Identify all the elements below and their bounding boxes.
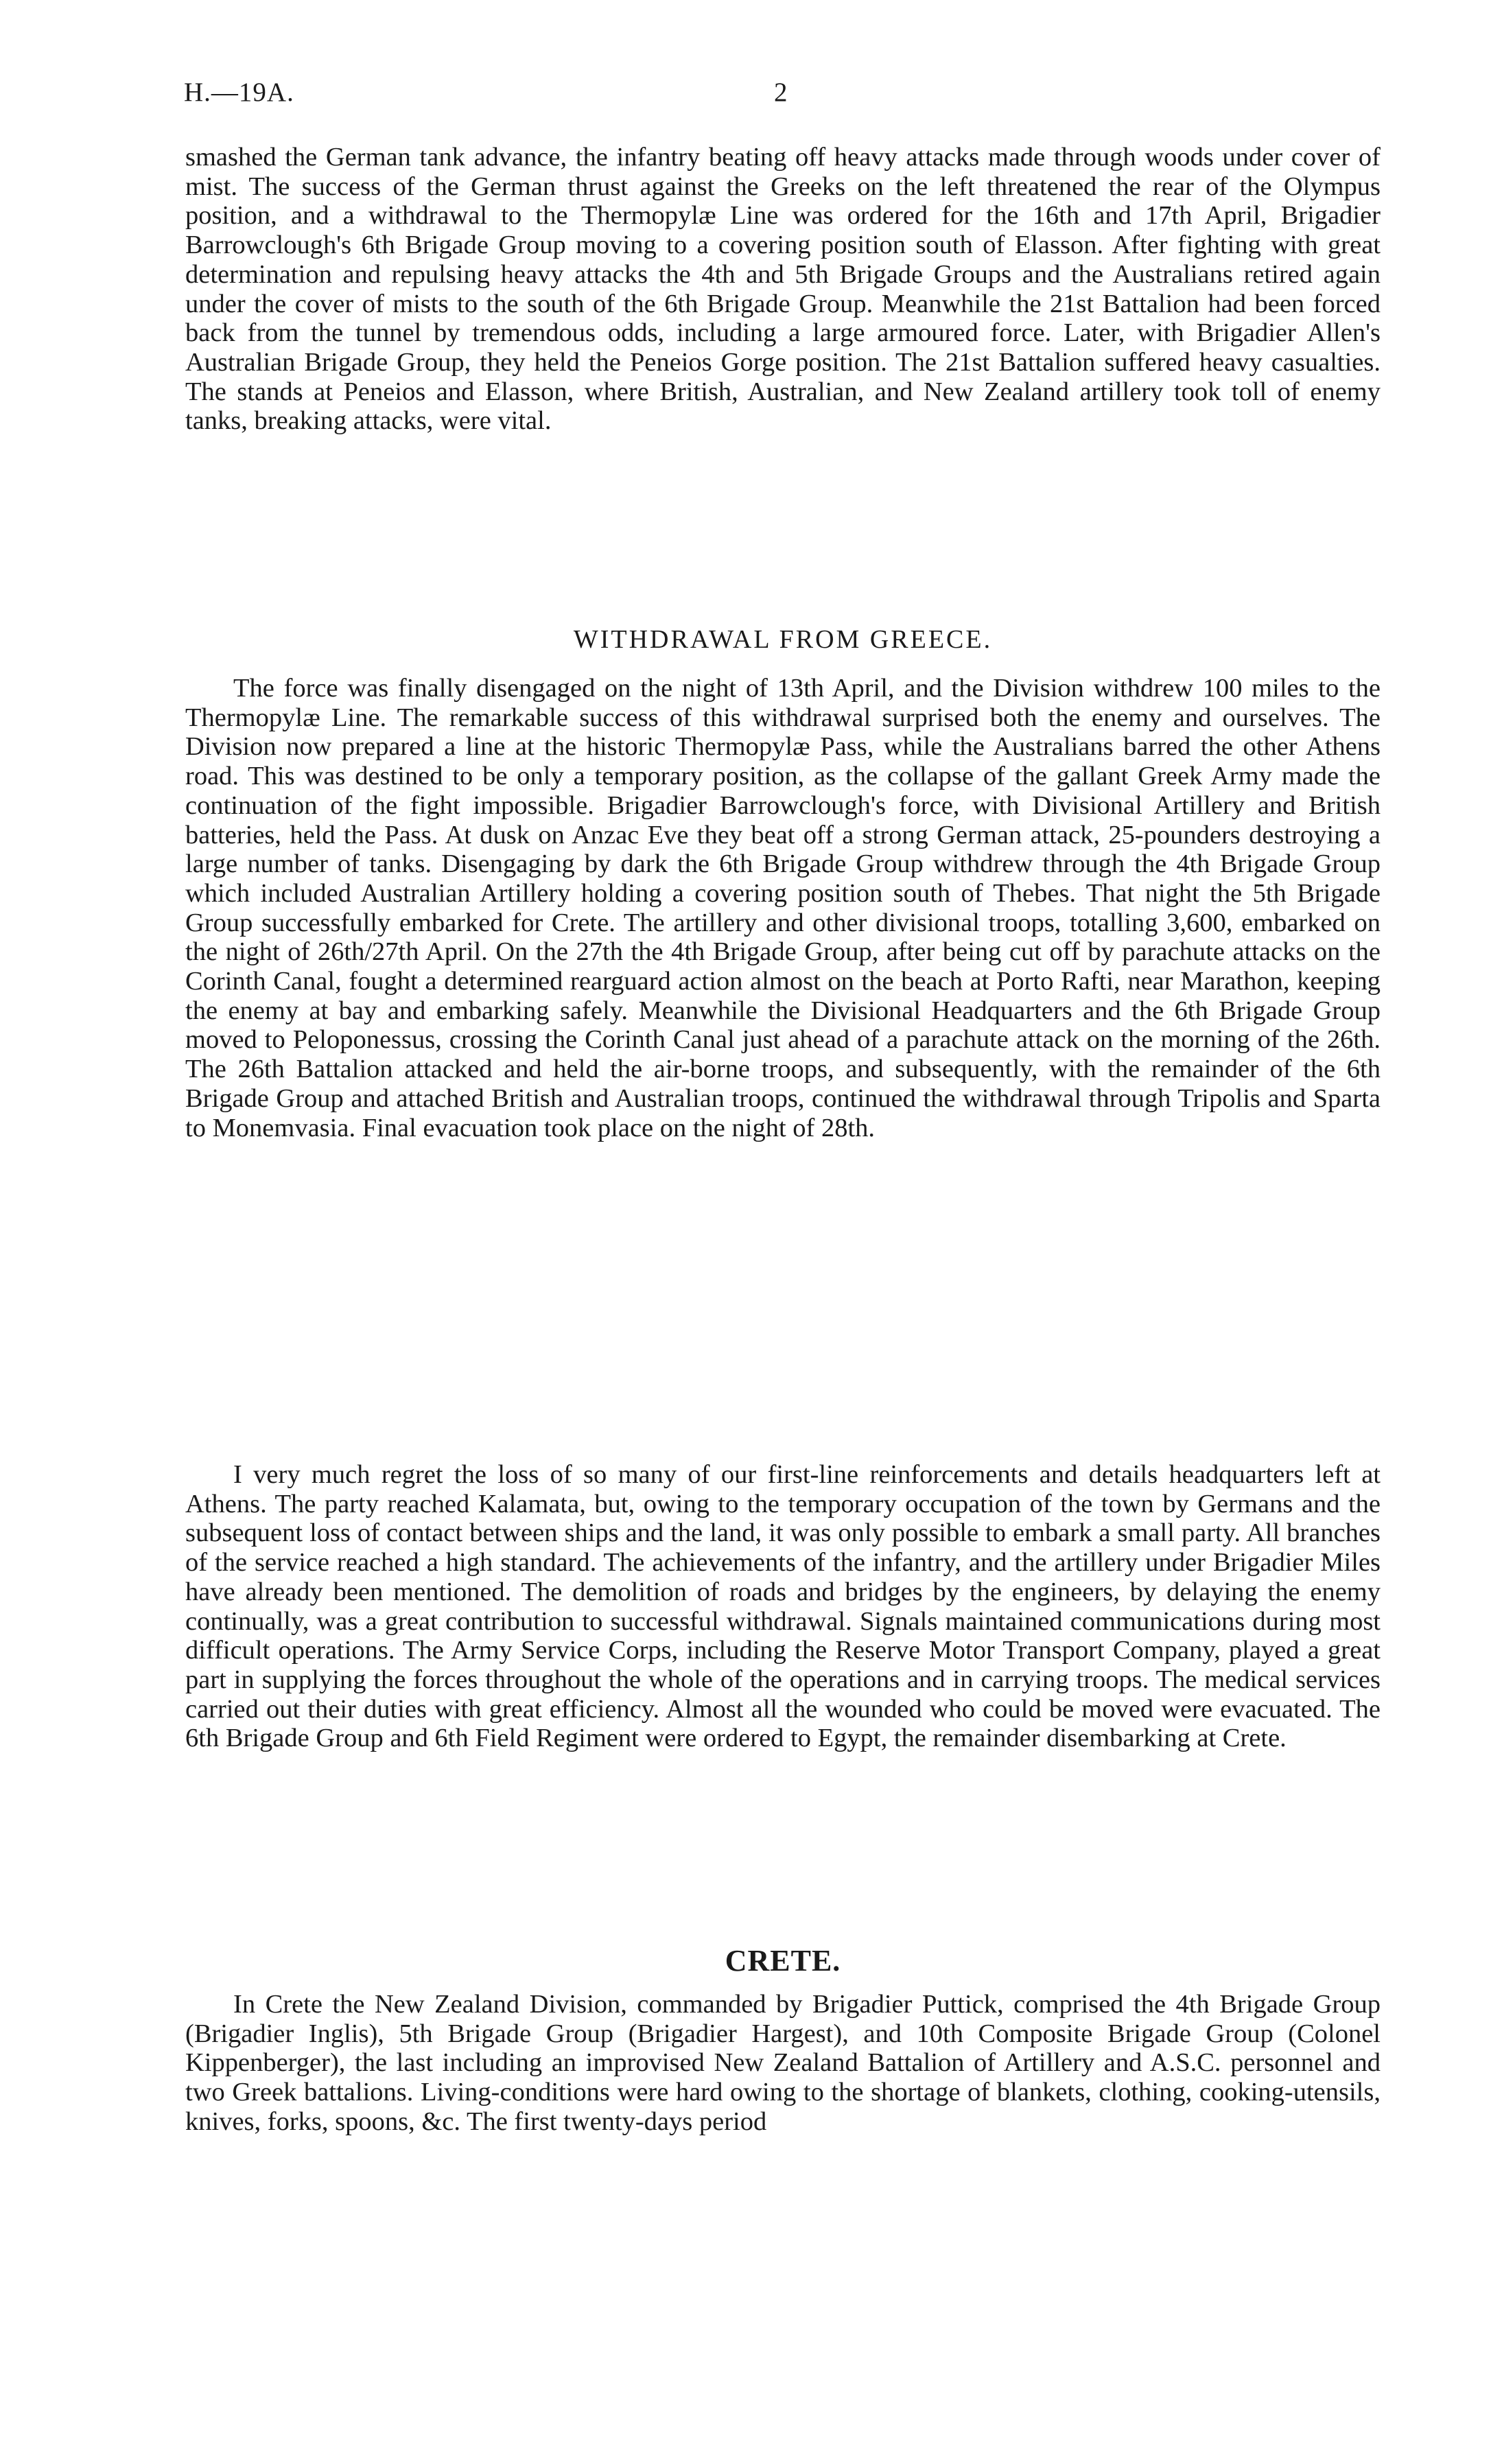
page-number: 2 <box>774 78 788 107</box>
paragraph-crete-division <box>185 1990 1381 2137</box>
document-reference: H.—19A. <box>184 78 294 107</box>
paragraph-thermopylae-evacuation <box>185 674 1381 1142</box>
section-heading-crete: CRETE. <box>725 1944 841 1978</box>
paragraph-losses-and-services <box>185 1460 1381 1753</box>
paragraph-text: smashed the German tank advance, the infantry beating off heavy attacks made through woods under cover of mist. The success of the German thrust against the Greeks on the left threatened the rear of the Olympus position, and a withdrawal to the Thermopylæ Line was ordered for the 16th and 17th April, Brigadier Barrowclough's 6th Brigade Group moving to a covering position south of Elasson. After fighting with great determination and repulsing heavy attacks the 4th and 5th Brigade Groups and the Australians retired again under the cover of mists to the south of the 6th Brigade Group. Meanwhile the 21st Battalion had been forced back from the tunnel by tremendous odds, including a large armoured force. Later, with Brigadier Allen's Australian Brigade Group, they held the Peneios Gorge position. The 21st Battalion suffered heavy casualties. The stands at Peneios and Elasson, where British, Australian, and New Zealand artillery took toll of enemy tanks, breaking attacks, were vital. <box>185 143 1381 436</box>
paragraph-text: The force was finally disengaged on the night of 13th April, and the Division withdrew 100 miles to the Thermopylæ Line. The remarkable success of this withdrawal surprised both the enemy and ourselves. The Division now prepared a line at the historic Thermopylæ Pass, while the Australians barred the other Athens road. This was destined to be only a temporary position, as the collapse of the gallant Greek Army made the continuation of the fight impossible. Brigadier Barrowclough's force, with Divisional Artillery and British batteries, held the Pass. At dusk on Anzac Eve they beat off a strong German attack, 25-pounders destroying a large number of tanks. Disengaging by dark the 6th Brigade Group withdrew through the 4th Brigade Group which included Australian Artillery holding a covering position south of Thebes. That night the 5th Brigade Group successfully embarked for Crete. The artillery and other divisional troops, totalling 3,600, embarked on the night of 26th/27th April. On the 27th the 4th Brigade Group, after being cut off by parachute attacks on the Corinth Canal, fought a determined rearguard action almost on the beach at Porto Rafti, near Marathon, keeping the enemy at bay and embarking safely. Meanwhile the Divisional Headquarters and the 6th Brigade Group moved to Peloponessus, crossing the Corinth Canal just ahead of a parachute attack on the morning of the 26th. The 26th Battalion attacked and held the air-borne troops, and subsequently, with the remainder of the 6th Brigade Group and attached British and Australian troops, continued the withdrawal through Tripolis and Sparta to Monemvasia. Final evacuation took place on the night of 28th. <box>185 674 1381 1142</box>
section-heading-withdrawal-from-greece: WITHDRAWAL FROM GREECE. <box>573 625 993 654</box>
paragraph-text: In Crete the New Zealand Division, commanded by Brigadier Puttick, comprised the 4th Brigade Group (Brigadier Inglis), 5th Brigade Group (Brigadier Hargest), and 10th Composite Brigade Group (Colonel Kippenberger), the last including an improvised New Zealand Battalion of Artillery and A.S.C. personnel and two Greek battalions. Living-conditions were hard owing to the shortage of blankets, clothing, cooking-utensils, knives, forks, spoons, &c. The first twenty-days period <box>185 1990 1381 2136</box>
paragraph-olympus-withdrawal <box>185 143 1381 436</box>
paragraph-text: I very much regret the loss of so many of our first-line reinforcements and details headquarters left at Athens. The party reached Kalamata, but, owing to the temporary occupation of the town by Germans and the subsequent loss of contact between ships and the land, it was only possible to embark a small party. All branches of the service reached a high standard. The achievements of the infantry, and the artillery under Brigadier Miles have already been mentioned. The demolition of roads and bridges by the engineers, by delaying the enemy continually, was a great contribution to successful withdrawal. Signals maintained communications during most difficult operations. The Army Service Corps, including the Reserve Motor Transport Company, played a great part in supplying the forces throughout the whole of the operations and in carrying troops. The medical services carried out their duties with great efficiency. Almost all the wounded who could be moved were evacuated. The 6th Brigade Group and 6th Field Regiment were ordered to Egypt, the remainder disembarking at Crete. <box>185 1460 1381 1753</box>
